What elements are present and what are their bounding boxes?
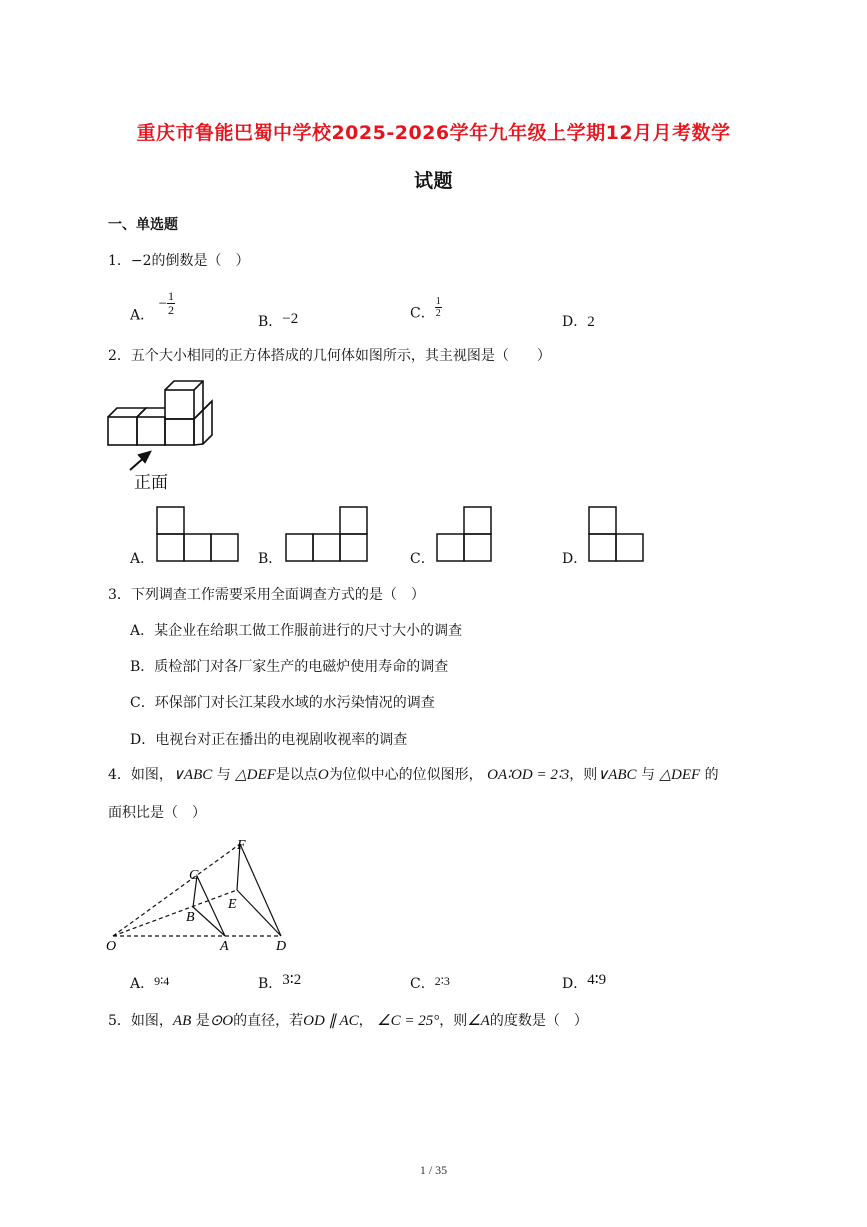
q2-option-b-figure: [284, 505, 372, 563]
q1-option-c-label: C．: [410, 305, 435, 322]
q4-triangle-abc: ∨ABC: [172, 767, 213, 783]
question-3-text: 3．下列调查工作需要采用全面调查方式的是（ ）: [108, 587, 425, 603]
q3-option-d: D．电视台对正在播出的电视剧收视率的调查: [130, 732, 408, 748]
q4-option-d-label: D．: [562, 976, 588, 992]
q1-option-b: [258, 311, 298, 331]
question-4-text: [108, 764, 719, 784]
q4-label-e: E: [228, 897, 237, 912]
q2-option-a-label: A．: [130, 551, 155, 567]
q4-option-c-value: 2∶3: [434, 974, 450, 988]
question-4-line2: 面积比是（ ）: [108, 805, 206, 821]
q1-option-c-fraction: [435, 296, 442, 319]
q1-option-d-value: 2: [587, 314, 595, 330]
q5-word-5: 的度数是（ ）: [489, 1013, 588, 1029]
q4-label-c: C: [189, 868, 199, 883]
q4-option-a: [130, 973, 169, 993]
q4-prefix: 4．如图，: [108, 767, 173, 783]
q1-option-b-value: −2: [282, 311, 299, 327]
q5-angle-c: ∠C = 25°: [377, 1013, 440, 1029]
q1-option-b-label: B．: [258, 314, 283, 330]
q3-option-c: C．环保部门对长江某段水域的水污染情况的调查: [130, 695, 435, 711]
q1-option-d: [562, 311, 595, 331]
q4-label-b: B: [186, 910, 195, 925]
q5-circle-o: ⊙O: [209, 1013, 234, 1029]
q3-option-b: B．质检部门对各厂家生产的电磁炉使用寿命的调查: [130, 659, 449, 675]
q5-word-1: 是: [195, 1013, 210, 1029]
q1-option-a-num: 1: [168, 289, 175, 303]
q3-option-a: A．某企业在给职工做工作服前进行的尺寸大小的调查: [130, 623, 463, 639]
q1-option-a-fraction: [167, 290, 175, 317]
q5-word-4: ，则: [439, 1013, 468, 1029]
question-1-text: 1．−2的倒数是（ ）: [108, 253, 250, 269]
q5-segment-ab: AB: [172, 1013, 192, 1029]
q4-option-b-label: B．: [258, 976, 283, 992]
page-number: 1 / 35: [419, 1163, 448, 1177]
q1-option-a-sign: −: [158, 295, 168, 312]
q4-option-d-value: 4∶9: [587, 972, 607, 988]
q5-parallel: OD ∥ AC: [303, 1013, 359, 1029]
q4-word-3: 为位似中心的位似图形，: [328, 767, 483, 783]
q4-option-c-label: C．: [410, 976, 435, 992]
q4-option-b: [258, 973, 301, 993]
q4-similar-triangles-figure: [100, 832, 300, 957]
q5-word-2: 的直径，若: [233, 1013, 304, 1029]
q4-word-4: ，则: [569, 767, 598, 783]
q4-option-d: [562, 973, 606, 993]
q2-option-b-label: B．: [258, 551, 283, 567]
q4-option-b-value: 3∶2: [282, 972, 302, 988]
q4-label-o: O: [106, 939, 117, 954]
q1-option-a-label: A．: [130, 307, 155, 324]
q4-label-f: F: [237, 838, 246, 853]
q4-triangle-abc-2: ∨ABC: [597, 767, 637, 783]
q4-word-2: 是以点: [275, 767, 318, 783]
question-5-text: [108, 1010, 588, 1030]
q4-option-c: [410, 973, 450, 993]
q4-label-d: D: [276, 939, 287, 954]
q4-option-a-value: 9∶4: [154, 974, 170, 988]
q1-option-c-num: 1: [435, 296, 441, 307]
q4-triangle-def-2: △DEF: [659, 767, 701, 783]
q5-word-3: ，: [358, 1013, 373, 1029]
q4-label-a: A: [220, 939, 229, 954]
q4-option-a-label: A．: [130, 976, 155, 992]
q2-option-c-figure: [435, 505, 497, 563]
q1-option-c: [410, 296, 442, 325]
q5-prefix: 5．如图，: [108, 1013, 173, 1029]
q4-word-1: 与: [216, 767, 231, 783]
q2-option-a-figure: [155, 505, 243, 563]
q4-ratio: OA∶OD = 2∶3: [487, 767, 570, 783]
q1-option-c-den: 2: [435, 308, 441, 319]
document-title: 重庆市鲁能巴蜀中学校2025-2026学年九年级上学期12月月考数学: [136, 122, 731, 144]
q2-option-d-label: D．: [562, 551, 588, 567]
q2-front-label: 正面: [134, 473, 168, 493]
q2-option-d-figure: [587, 505, 649, 563]
q5-angle-a: ∠A: [467, 1013, 490, 1029]
q1-option-d-label: D．: [562, 314, 588, 330]
section-heading: 一、单选题: [108, 217, 178, 233]
q2-option-c-label: C．: [410, 551, 435, 567]
q1-option-a-den: 2: [168, 303, 175, 317]
q4-point-o: O: [317, 767, 329, 783]
q4-triangle-def: △DEF: [235, 767, 276, 783]
q4-word-6: 的: [704, 767, 719, 783]
q4-word-5: 与: [641, 767, 655, 783]
question-2-text: 2．五个大小相同的正方体搭成的几何体如图所示，其主视图是（ ）: [108, 348, 551, 364]
q1-option-a: [130, 289, 175, 329]
document-title-line2: 试题: [413, 170, 453, 192]
